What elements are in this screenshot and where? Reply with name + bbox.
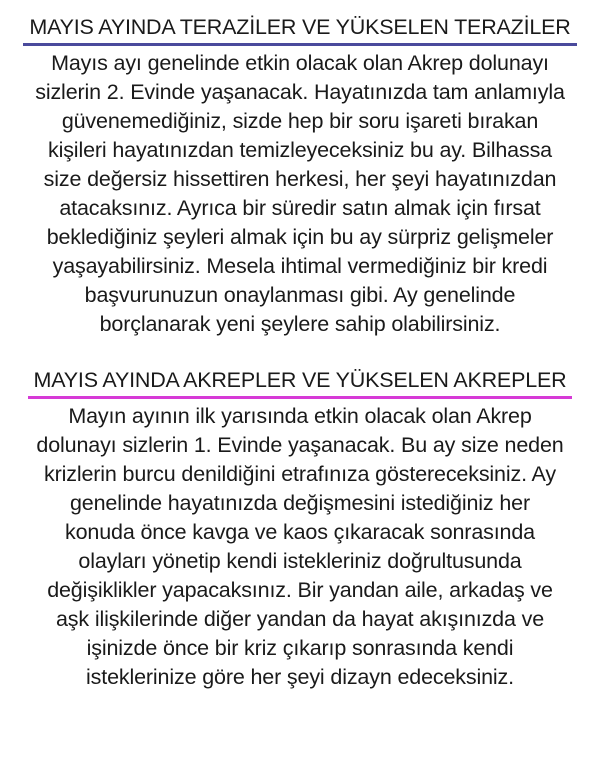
section-libra xyxy=(6,14,594,339)
text-line: yaşayabilirsiniz. Mesela ihtimal vermediğiniz bir kredi xyxy=(52,254,548,278)
text-line: size değersiz hissettiren herkesi, her şeyi hayatınızdan xyxy=(43,167,557,191)
text-line: krizlerin burcu denildiğini etrafınıza göstereceksiniz. Ay xyxy=(44,462,556,486)
text-line: Mayıs ayı genelinde etkin olacak olan Akrep dolunayı xyxy=(51,51,549,75)
text-line: aşk ilişkilerinde diğer yandan da hayat akışınızda ve xyxy=(55,607,545,631)
text-line: dolunayı sizlerin 1. Evinde yaşanacak. Bu ay size neden xyxy=(36,433,564,457)
text-line: işinizde önce bir kriz çıkarıp sonrasında kendi xyxy=(86,636,514,660)
text-line: genelinde hayatınızda değişmesini istediğiniz her xyxy=(70,491,530,515)
section-body-libra xyxy=(6,49,594,339)
text-line: borçlanarak yeni şeylere sahip olabilirsiniz. xyxy=(99,312,501,336)
text-line: değişiklikler yapacaksınız. Bir yandan aile, arkadaş ve xyxy=(47,578,553,602)
text-line: isteklerinize göre her şeyi dizayn edeceksiniz. xyxy=(86,665,514,689)
text-line: konuda önce kavga ve kaos çıkaracak sonrasında xyxy=(65,520,535,544)
text-line: olayları yönetip kendi istekleriniz doğrultusunda xyxy=(78,549,522,573)
section-heading-libra: MAYIS AYINDA TERAZİLER VE YÜKSELEN TERAZİLER xyxy=(23,14,576,46)
text-line: atacaksınız. Ayrıca bir süredir satın almak için fırsat xyxy=(59,196,541,220)
section-body-scorpio xyxy=(6,402,594,692)
text-line: sizlerin 2. Evinde yaşanacak. Hayatınızda tam anlamıyla xyxy=(35,80,565,104)
text-line: güvenemediğiniz, sizde hep bir soru işareti bırakan xyxy=(61,109,539,133)
text-line: Mayın ayının ilk yarısında etkin olacak olan Akrep xyxy=(68,404,532,428)
section-scorpio xyxy=(6,367,594,692)
section-heading-scorpio: MAYIS AYINDA AKREPLER VE YÜKSELEN AKREPLER xyxy=(28,367,573,399)
text-line: kişileri hayatınızdan temizleyeceksiniz bu ay. Bilhassa xyxy=(47,138,552,162)
text-line: başvurunuzun onaylanması gibi. Ay genelinde xyxy=(84,283,516,307)
text-line: beklediğiniz şeyleri almak için bu ay sürpriz gelişmeler xyxy=(46,225,554,249)
